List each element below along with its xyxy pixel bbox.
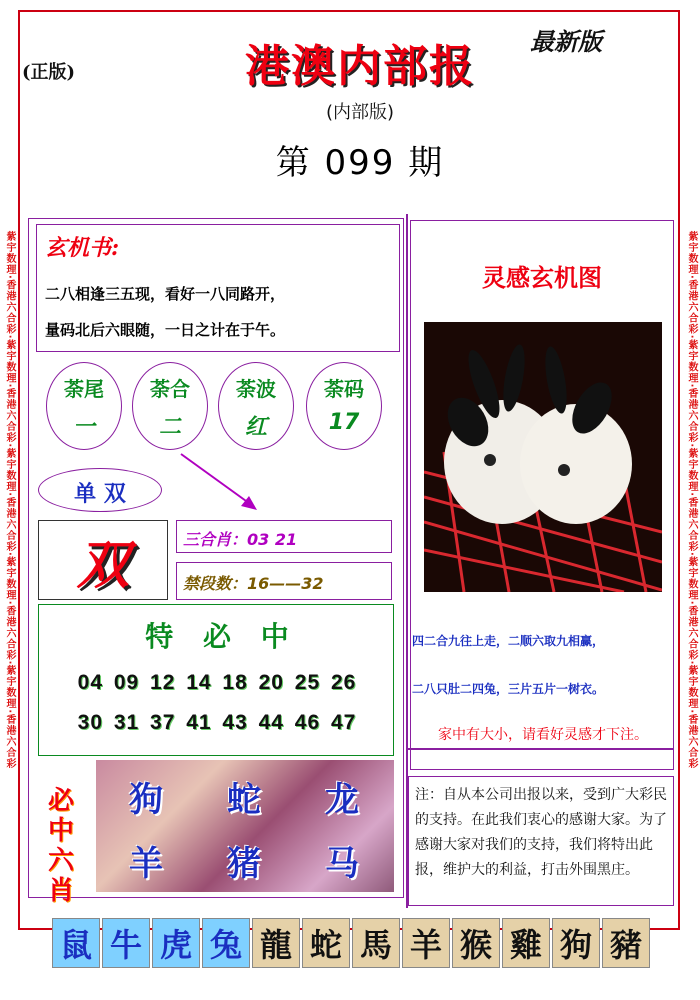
dan-shuang-label: 单 双: [74, 481, 126, 507]
latest-edition-label: 最新版: [530, 27, 602, 56]
tebi-numbers-row-1: 04 09 12 14 18 20 25 26: [77, 671, 357, 694]
zodiac-cell-5: 猪: [227, 843, 261, 884]
bottom-zodiac-7: 馬: [352, 918, 400, 968]
oval-he-label: 荼合: [150, 377, 190, 401]
poem-line-2: 二八只肚二四兔，三片五片一树衣。: [412, 682, 605, 696]
oval-tail-label: 荼尾: [64, 377, 104, 401]
oval-he-value: 二: [158, 415, 181, 440]
oval-tail: [46, 362, 122, 450]
zodiac-cell-2: 蛇: [227, 779, 261, 820]
oval-ma-label: 荼码: [324, 377, 364, 401]
zodiac-cell-1: 狗: [129, 779, 163, 820]
bottom-zodiac-6: 蛇: [302, 918, 350, 968]
bottom-zodiac-10: 雞: [502, 918, 550, 968]
xuanji-heading: 玄机书:: [45, 235, 120, 261]
right-divider: [408, 748, 674, 750]
right-side-border-text: 紫宇数理·香港六合彩·紫宇数理·香港六合彩·紫宇数理·香港六合彩·紫宇数理·香港六合彩·紫宇数理·香港六合彩: [686, 230, 697, 770]
arrow-icon: [175, 448, 265, 518]
oval-bo-value: 红: [244, 415, 267, 440]
linggan-heading: 灵感玄机图: [482, 263, 602, 292]
xuanji-box: [36, 224, 400, 352]
shuang-big: 双: [76, 534, 129, 596]
xuanji-line-1: 二八相逢三五现，看好一八同路开，: [45, 285, 286, 303]
zodiac-cell-6: 马: [325, 843, 359, 884]
oval-bo: [218, 362, 294, 450]
sanhe-text: 三合肖：03 21: [183, 530, 298, 549]
page-title: 港澳内部报: [245, 41, 475, 92]
left-side-border-text: 紫宇数理·香港六合彩·紫宇数理·香港六合彩·紫宇数理·香港六合彩·紫宇数理·香港六合彩·紫宇数理·香港六合彩: [4, 230, 15, 770]
bottom-zodiac-12: 豬: [602, 918, 650, 968]
bottom-zodiac-4: 兔: [202, 918, 250, 968]
issue-number: 第 099 期: [275, 143, 445, 183]
bottom-zodiac-1: 鼠: [52, 918, 100, 968]
oval-he: [132, 362, 208, 450]
note-box: [408, 776, 674, 906]
shuang-box: [38, 520, 168, 600]
oval-ma-value: 17: [328, 410, 360, 435]
bottom-zodiac-11: 狗: [552, 918, 600, 968]
notice-line: 家中有大小，请看好灵感才下注。: [438, 727, 648, 743]
oval-bo-label: 荼波: [236, 377, 276, 401]
oval-tail-value: 一: [72, 415, 95, 440]
tebi-numbers-row-2: 30 31 37 41 43 44 46 47: [77, 711, 357, 734]
zodiac-cell-3: 龙: [325, 779, 359, 820]
sanhe-box: [176, 520, 392, 553]
rabbit-photo: [424, 322, 662, 592]
bizhong-label: 必中六肖: [47, 786, 74, 906]
bottom-zodiac-3: 虎: [152, 918, 200, 968]
oval-ma: [306, 362, 382, 450]
zodiac-cell-4: 羊: [129, 843, 163, 884]
xuanji-line-2: 量码北后六眼随，一日之计在于午。: [45, 321, 286, 339]
page-subtitle: (内部版): [325, 102, 395, 123]
dan-shuang-oval: [38, 468, 162, 512]
note-text: 注：自从本公司出报以来，受到广大彩民的支持。在此我们衷心的感谢大家。为了感谢大家对我们的支持，我们将特出此报，维护大的利益，打击外围黑庄。: [415, 787, 667, 878]
bottom-zodiac-9: 猴: [452, 918, 500, 968]
poem-line-1: 四二合九往上走，二顺六取九相赢，: [412, 634, 605, 648]
bottom-zodiac-5: 龍: [252, 918, 300, 968]
duan-text: 禁段数：16——32: [183, 574, 324, 593]
zhengban-label: (正版): [22, 62, 76, 83]
tebi-heading: 特 必 中: [145, 620, 289, 653]
bottom-zodiac-8: 羊: [402, 918, 450, 968]
tebi-box: [38, 604, 394, 756]
bottom-zodiac-2: 牛: [102, 918, 150, 968]
duan-box: [176, 562, 392, 600]
